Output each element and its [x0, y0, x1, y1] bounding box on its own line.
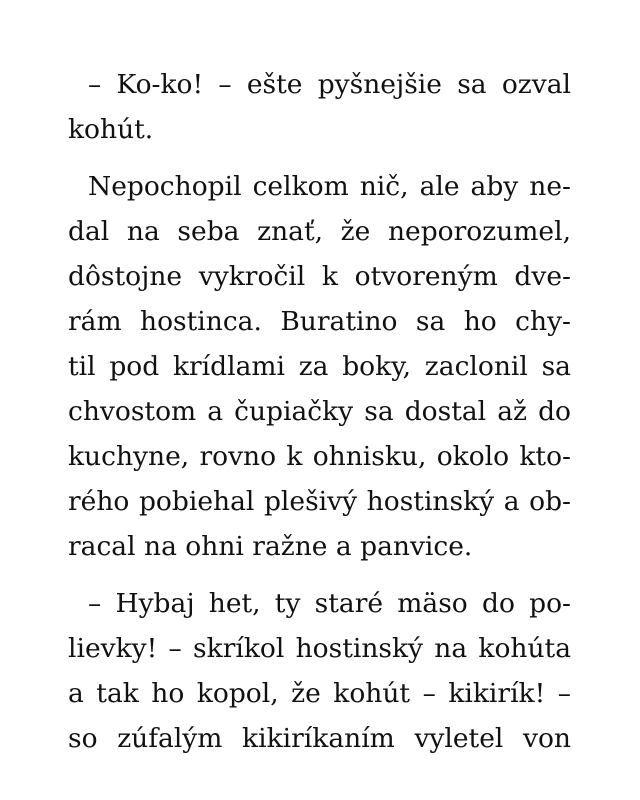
text-line: rám hostinca. Buratino sa ho chy-	[68, 306, 571, 337]
paragraph-2	[68, 164, 571, 569]
text-line: rého pobiehal plešivý hostinský a ob-	[68, 486, 571, 517]
text-line: Nepochopil celkom nič, ale aby ne-	[88, 171, 571, 202]
text-line: racal na ohni ražne a panvice.	[68, 531, 473, 562]
paragraph-gap	[68, 152, 571, 164]
text-line: til pod krídlami za boky, zaclonil sa	[68, 351, 571, 382]
text-line: kohút.	[68, 114, 154, 145]
text-line: dal na seba znať, že neporozumel,	[68, 216, 571, 247]
text-line: lievky! – skríkol hostinský na kohúta	[68, 633, 571, 664]
text-line: chvostom a čupiačky sa dostal až do	[68, 396, 571, 427]
text-line: dôstojne vykročil k otvoreným dve-	[68, 261, 571, 292]
paragraph-gap	[68, 569, 571, 581]
paragraph-3	[68, 581, 571, 761]
text-line: – Hybaj het, ty staré mäso do po-	[88, 588, 571, 619]
text-line: a tak ho kopol, že kohút – kikirík! –	[68, 678, 571, 709]
paragraph-1	[68, 62, 571, 152]
text-line: kuchyne, rovno k ohnisku, okolo kto-	[68, 441, 571, 472]
text-line: so zúfalým kikiríkaním vyletel von	[68, 723, 571, 754]
text-line: – Ko-ko! – ešte pyšnejšie sa ozval	[88, 69, 571, 100]
book-page	[68, 62, 571, 761]
